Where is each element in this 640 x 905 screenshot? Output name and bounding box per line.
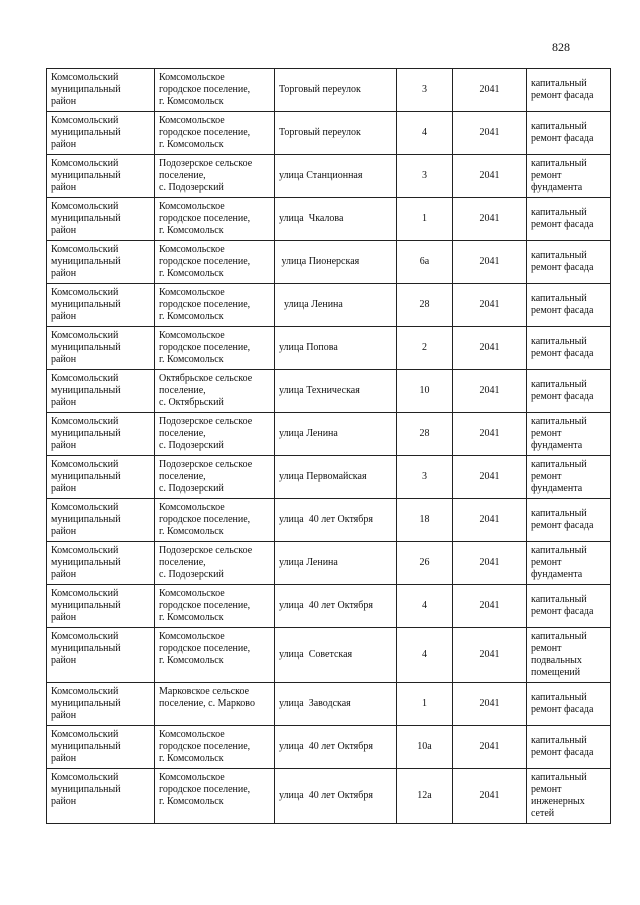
house-number-cell	[397, 683, 453, 726]
settlement-cell-text: Подозерское сельское поселение, с. Подозерский	[159, 158, 253, 193]
street-cell	[275, 112, 397, 155]
district-cell-text: Комсомольский муниципальный район	[51, 287, 121, 322]
street-cell-text: улица Станционная	[279, 170, 363, 181]
year-cell	[453, 69, 527, 112]
settlement-cell	[155, 370, 275, 413]
work-type-cell	[527, 726, 611, 769]
district-cell	[47, 413, 155, 456]
house-number-cell	[397, 155, 453, 198]
work-type-cell-text: капитальный ремонт фасада	[531, 250, 594, 273]
house-number-cell-text: 18	[419, 514, 430, 525]
street-cell-text: Торговый переулок	[279, 127, 361, 138]
street-cell-text: улица Первомайская	[279, 471, 367, 482]
district-cell-text: Комсомольский муниципальный район	[51, 502, 121, 537]
year-cell	[453, 370, 527, 413]
year-cell	[453, 284, 527, 327]
year-cell-text: 2041	[479, 514, 500, 525]
table-row	[47, 370, 611, 413]
table-row	[47, 769, 611, 824]
work-type-cell	[527, 499, 611, 542]
house-number-cell	[397, 628, 453, 683]
year-cell	[453, 198, 527, 241]
house-number-cell	[397, 284, 453, 327]
street-cell	[275, 585, 397, 628]
work-type-cell	[527, 413, 611, 456]
settlement-cell	[155, 542, 275, 585]
district-cell	[47, 241, 155, 284]
year-cell	[453, 327, 527, 370]
settlement-cell-text: Подозерское сельское поселение, с. Подозерский	[159, 416, 253, 451]
work-type-cell	[527, 456, 611, 499]
work-type-cell	[527, 769, 611, 824]
settlement-cell-text: Комсомольское городское поселение, г. Комсомольск	[159, 772, 251, 807]
settlement-cell-text: Комсомольское городское поселение, г. Комсомольск	[159, 287, 251, 322]
year-cell	[453, 456, 527, 499]
street-cell-text: улица Ленина	[279, 299, 343, 310]
street-cell	[275, 327, 397, 370]
street-cell-text: улица Заводская	[279, 698, 351, 709]
settlement-cell-text: Комсомольское городское поселение, г. Комсомольск	[159, 115, 251, 150]
street-cell	[275, 628, 397, 683]
street-cell-text: улица Техническая	[279, 385, 360, 396]
district-cell	[47, 499, 155, 542]
table-row	[47, 628, 611, 683]
work-type-cell-text: капитальный ремонт фундамента	[531, 545, 587, 580]
work-type-cell-text: капитальный ремонт фасада	[531, 78, 594, 101]
street-cell-text: улица 40 лет Октября	[279, 600, 373, 611]
work-type-cell-text: капитальный ремонт фасада	[531, 692, 594, 715]
street-cell-text: улица Пионерская	[279, 256, 360, 267]
district-cell	[47, 726, 155, 769]
work-type-cell	[527, 155, 611, 198]
house-number-cell-text: 3	[422, 471, 427, 482]
table-row	[47, 112, 611, 155]
house-number-cell-text: 1	[422, 698, 427, 709]
street-cell	[275, 769, 397, 824]
district-cell-text: Комсомольский муниципальный район	[51, 729, 121, 764]
settlement-cell-text: Комсомольское городское поселение, г. Комсомольск	[159, 588, 251, 623]
table-row	[47, 585, 611, 628]
house-number-cell	[397, 241, 453, 284]
work-type-cell-text: капитальный ремонт фасада	[531, 735, 594, 758]
house-number-cell-text: 28	[419, 428, 430, 439]
year-cell-text: 2041	[479, 213, 500, 224]
work-type-cell	[527, 69, 611, 112]
table-row	[47, 726, 611, 769]
work-type-cell	[527, 112, 611, 155]
settlement-cell-text: Комсомольское городское поселение, г. Комсомольск	[159, 201, 251, 236]
house-number-cell	[397, 370, 453, 413]
year-cell	[453, 628, 527, 683]
work-type-cell-text: капитальный ремонт фасада	[531, 594, 594, 617]
work-type-cell	[527, 327, 611, 370]
district-cell	[47, 112, 155, 155]
table-row	[47, 327, 611, 370]
page-number: 828	[552, 40, 570, 54]
district-cell-text: Комсомольский муниципальный район	[51, 330, 121, 365]
year-cell-text: 2041	[479, 170, 500, 181]
settlement-cell	[155, 413, 275, 456]
table-row	[47, 499, 611, 542]
table-row	[47, 284, 611, 327]
table-row	[47, 456, 611, 499]
district-cell	[47, 155, 155, 198]
year-cell	[453, 726, 527, 769]
year-cell-text: 2041	[479, 299, 500, 310]
settlement-cell	[155, 585, 275, 628]
street-cell	[275, 726, 397, 769]
work-type-cell-text: капитальный ремонт фундамента	[531, 158, 587, 193]
year-cell-text: 2041	[479, 741, 500, 752]
repair-schedule-table	[46, 68, 611, 824]
settlement-cell-text: Комсомольское городское поселение, г. Комсомольск	[159, 72, 251, 107]
year-cell-text: 2041	[479, 342, 500, 353]
district-cell	[47, 198, 155, 241]
table-row	[47, 241, 611, 284]
settlement-cell	[155, 241, 275, 284]
house-number-cell-text: 1	[422, 213, 427, 224]
year-cell	[453, 112, 527, 155]
settlement-cell-text: Подозерское сельское поселение, с. Подозерский	[159, 459, 253, 494]
settlement-cell-text: Комсомольское городское поселение, г. Комсомольск	[159, 244, 251, 279]
house-number-cell-text: 2	[422, 342, 427, 353]
year-cell-text: 2041	[479, 428, 500, 439]
work-type-cell-text: капитальный ремонт фасада	[531, 207, 594, 230]
work-type-cell	[527, 542, 611, 585]
table-row	[47, 683, 611, 726]
year-cell-text: 2041	[479, 127, 500, 138]
house-number-cell	[397, 542, 453, 585]
house-number-cell	[397, 112, 453, 155]
district-cell-text: Комсомольский муниципальный район	[51, 72, 121, 107]
district-cell-text: Комсомольский муниципальный район	[51, 373, 121, 408]
settlement-cell	[155, 769, 275, 824]
district-cell	[47, 542, 155, 585]
work-type-cell-text: капитальный ремонт фундамента	[531, 459, 587, 494]
district-cell-text: Комсомольский муниципальный район	[51, 588, 121, 623]
street-cell	[275, 456, 397, 499]
district-cell-text: Комсомольский муниципальный район	[51, 686, 121, 721]
house-number-cell	[397, 456, 453, 499]
year-cell	[453, 683, 527, 726]
house-number-cell	[397, 413, 453, 456]
street-cell	[275, 155, 397, 198]
settlement-cell-text: Комсомольское городское поселение, г. Комсомольск	[159, 502, 251, 537]
settlement-cell	[155, 726, 275, 769]
year-cell-text: 2041	[479, 385, 500, 396]
table-body	[47, 69, 611, 824]
settlement-cell	[155, 155, 275, 198]
district-cell-text: Комсомольский муниципальный район	[51, 416, 121, 451]
district-cell-text: Комсомольский муниципальный район	[51, 158, 121, 193]
street-cell-text: улица Ленина	[279, 557, 338, 568]
district-cell-text: Комсомольский муниципальный район	[51, 115, 121, 150]
district-cell	[47, 284, 155, 327]
street-cell	[275, 69, 397, 112]
year-cell-text: 2041	[479, 471, 500, 482]
work-type-cell-text: капитальный ремонт фасада	[531, 336, 594, 359]
district-cell	[47, 628, 155, 683]
house-number-cell-text: 28	[419, 299, 430, 310]
district-cell	[47, 769, 155, 824]
work-type-cell	[527, 198, 611, 241]
house-number-cell-text: 6а	[419, 256, 430, 267]
work-type-cell	[527, 683, 611, 726]
settlement-cell-text: Комсомольское городское поселение, г. Комсомольск	[159, 631, 251, 666]
year-cell	[453, 155, 527, 198]
work-type-cell	[527, 585, 611, 628]
settlement-cell-text: Марковское сельское поселение, с. Марково	[159, 686, 255, 709]
settlement-cell	[155, 284, 275, 327]
district-cell-text: Комсомольский муниципальный район	[51, 244, 121, 279]
street-cell	[275, 542, 397, 585]
house-number-cell-text: 3	[422, 170, 427, 181]
work-type-cell-text: капитальный ремонт фасада	[531, 508, 594, 531]
settlement-cell	[155, 112, 275, 155]
district-cell	[47, 370, 155, 413]
house-number-cell-text: 4	[422, 600, 427, 611]
street-cell	[275, 370, 397, 413]
year-cell-text: 2041	[479, 557, 500, 568]
district-cell	[47, 683, 155, 726]
district-cell-text: Комсомольский муниципальный район	[51, 772, 121, 807]
table-row	[47, 413, 611, 456]
district-cell	[47, 456, 155, 499]
street-cell	[275, 241, 397, 284]
work-type-cell	[527, 241, 611, 284]
street-cell-text: улица Ленина	[279, 428, 338, 439]
settlement-cell	[155, 499, 275, 542]
year-cell-text: 2041	[479, 600, 500, 611]
year-cell-text: 2041	[479, 84, 500, 95]
table-row	[47, 198, 611, 241]
table-row	[47, 542, 611, 585]
street-cell-text: улица 40 лет Октября	[279, 514, 373, 525]
street-cell-text: улица 40 лет Октября	[279, 741, 373, 752]
work-type-cell	[527, 628, 611, 683]
house-number-cell	[397, 499, 453, 542]
house-number-cell	[397, 769, 453, 824]
house-number-cell-text: 4	[422, 127, 427, 138]
house-number-cell-text: 3	[422, 84, 427, 95]
year-cell	[453, 413, 527, 456]
house-number-cell	[397, 585, 453, 628]
district-cell	[47, 69, 155, 112]
house-number-cell	[397, 327, 453, 370]
street-cell	[275, 499, 397, 542]
house-number-cell-text: 4	[422, 649, 427, 660]
work-type-cell-text: капитальный ремонт инженерных сетей	[531, 772, 587, 819]
settlement-cell	[155, 327, 275, 370]
work-type-cell-text: капитальный ремонт фасада	[531, 121, 594, 144]
year-cell	[453, 499, 527, 542]
settlement-cell	[155, 69, 275, 112]
street-cell-text: улица Попова	[279, 342, 338, 353]
settlement-cell	[155, 628, 275, 683]
work-type-cell-text: капитальный ремонт фундамента	[531, 416, 587, 451]
work-type-cell	[527, 284, 611, 327]
house-number-cell	[397, 726, 453, 769]
work-type-cell-text: капитальный ремонт фасада	[531, 379, 594, 402]
year-cell	[453, 769, 527, 824]
street-cell-text: улица Советская	[279, 649, 353, 660]
settlement-cell	[155, 198, 275, 241]
table-row	[47, 69, 611, 112]
district-cell-text: Комсомольский муниципальный район	[51, 459, 121, 494]
street-cell-text: улица Чкалова	[279, 213, 344, 224]
street-cell-text: улица 40 лет Октября	[279, 790, 373, 801]
work-type-cell-text: капитальный ремонт фасада	[531, 293, 594, 316]
work-type-cell-text: капитальный ремонт подвальных помещений	[531, 631, 587, 678]
year-cell	[453, 542, 527, 585]
settlement-cell-text: Октябрьское сельское поселение, с. Октябрьский	[159, 373, 253, 408]
settlement-cell-text: Комсомольское городское поселение, г. Комсомольск	[159, 729, 251, 764]
year-cell-text: 2041	[479, 256, 500, 267]
house-number-cell-text: 12а	[417, 790, 432, 801]
district-cell-text: Комсомольский муниципальный район	[51, 631, 121, 666]
settlement-cell-text: Комсомольское городское поселение, г. Комсомольск	[159, 330, 251, 365]
year-cell-text: 2041	[479, 698, 500, 709]
street-cell	[275, 683, 397, 726]
district-cell	[47, 327, 155, 370]
settlement-cell	[155, 456, 275, 499]
year-cell-text: 2041	[479, 649, 500, 660]
table-row	[47, 155, 611, 198]
street-cell	[275, 413, 397, 456]
year-cell	[453, 585, 527, 628]
house-number-cell	[397, 198, 453, 241]
year-cell-text: 2041	[479, 790, 500, 801]
settlement-cell-text: Подозерское сельское поселение, с. Подозерский	[159, 545, 253, 580]
street-cell	[275, 198, 397, 241]
district-cell-text: Комсомольский муниципальный район	[51, 201, 121, 236]
street-cell-text: Торговый переулок	[279, 84, 361, 95]
settlement-cell	[155, 683, 275, 726]
year-cell	[453, 241, 527, 284]
district-cell-text: Комсомольский муниципальный район	[51, 545, 121, 580]
house-number-cell	[397, 69, 453, 112]
street-cell	[275, 284, 397, 327]
house-number-cell-text: 26	[419, 557, 430, 568]
house-number-cell-text: 10а	[417, 741, 432, 752]
house-number-cell-text: 10	[419, 385, 430, 396]
work-type-cell	[527, 370, 611, 413]
district-cell	[47, 585, 155, 628]
